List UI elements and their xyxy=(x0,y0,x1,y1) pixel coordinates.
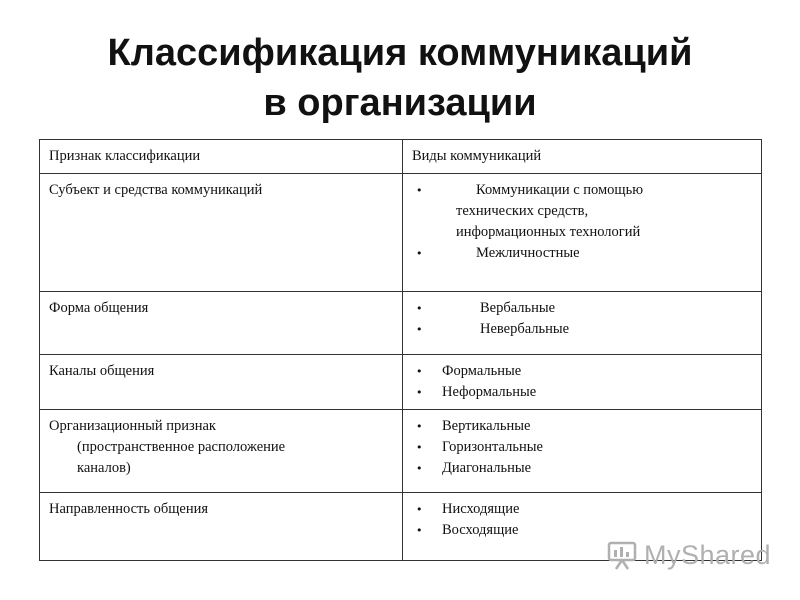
item-text: Диагональные xyxy=(442,460,532,476)
bullet-icon: • xyxy=(416,524,423,537)
header-types: Виды коммуникаций xyxy=(403,140,762,174)
bullet-icon: • xyxy=(416,420,423,433)
criterion-cell: Субъект и средства коммуникаций xyxy=(40,174,403,292)
criterion-subtext: каналов) xyxy=(77,460,131,476)
item-text: Восходящие xyxy=(442,522,519,538)
table-row xyxy=(40,410,762,493)
list-item xyxy=(412,180,753,243)
item-text: Неформальные xyxy=(442,384,537,400)
item-text: Невербальные xyxy=(480,321,570,337)
list-item xyxy=(412,437,753,458)
types-list xyxy=(412,499,753,541)
item-text: Горизонтальные xyxy=(442,439,543,455)
item-text-continuation: информационных технологий xyxy=(456,224,641,240)
item-text: Формальные xyxy=(442,363,522,379)
bullet-icon: • xyxy=(416,365,423,378)
myshared-watermark xyxy=(606,538,771,572)
criterion-text: Организационный признак xyxy=(49,418,216,434)
criterion-cell: Форма общения xyxy=(40,292,403,355)
bullet-icon: • xyxy=(416,302,423,315)
classification-table xyxy=(39,139,762,561)
criterion-subtext: (пространственное расположение xyxy=(77,439,286,455)
types-list xyxy=(412,180,753,264)
table-row xyxy=(40,292,762,355)
bullet-icon: • xyxy=(416,503,423,516)
list-item xyxy=(412,361,753,382)
types-cell xyxy=(403,292,762,355)
list-item xyxy=(412,243,753,264)
list-item xyxy=(412,499,753,520)
types-list xyxy=(412,361,753,403)
types-cell xyxy=(403,355,762,410)
item-text: Вертикальные xyxy=(442,418,531,434)
bullet-icon: • xyxy=(416,323,423,336)
list-item xyxy=(412,382,753,403)
item-text: Вербальные xyxy=(480,300,556,316)
item-text: Межличностные xyxy=(476,245,580,261)
title-line-2: в организации xyxy=(263,82,537,124)
bullet-icon: • xyxy=(416,462,423,475)
list-item xyxy=(412,458,753,479)
types-list xyxy=(412,416,753,479)
title-line-1: Классификация коммуникаций xyxy=(107,32,693,74)
item-text-continuation: технических средств, xyxy=(456,203,589,219)
bullet-icon: • xyxy=(416,441,423,454)
bullet-icon: • xyxy=(416,386,423,399)
list-item xyxy=(412,319,753,340)
criterion-cell: Каналы общения xyxy=(40,355,403,410)
bullet-icon: • xyxy=(416,184,423,197)
header-criterion: Признак классификации xyxy=(40,140,403,174)
table-header-row xyxy=(40,140,762,174)
table-row xyxy=(40,174,762,292)
types-list xyxy=(412,298,753,340)
table-row xyxy=(40,355,762,410)
item-text: Коммуникации с помощью xyxy=(476,182,644,198)
presentation-board-icon xyxy=(606,539,638,571)
list-item xyxy=(412,416,753,437)
criterion-cell: Направленность общения xyxy=(40,493,403,561)
types-cell xyxy=(403,174,762,292)
item-text: Нисходящие xyxy=(442,501,520,517)
bullet-icon: • xyxy=(416,247,423,260)
types-cell xyxy=(403,410,762,493)
watermark-text: MyShared xyxy=(644,539,772,570)
criterion-cell xyxy=(40,410,403,493)
list-item xyxy=(412,298,753,319)
slide-title xyxy=(0,28,800,128)
